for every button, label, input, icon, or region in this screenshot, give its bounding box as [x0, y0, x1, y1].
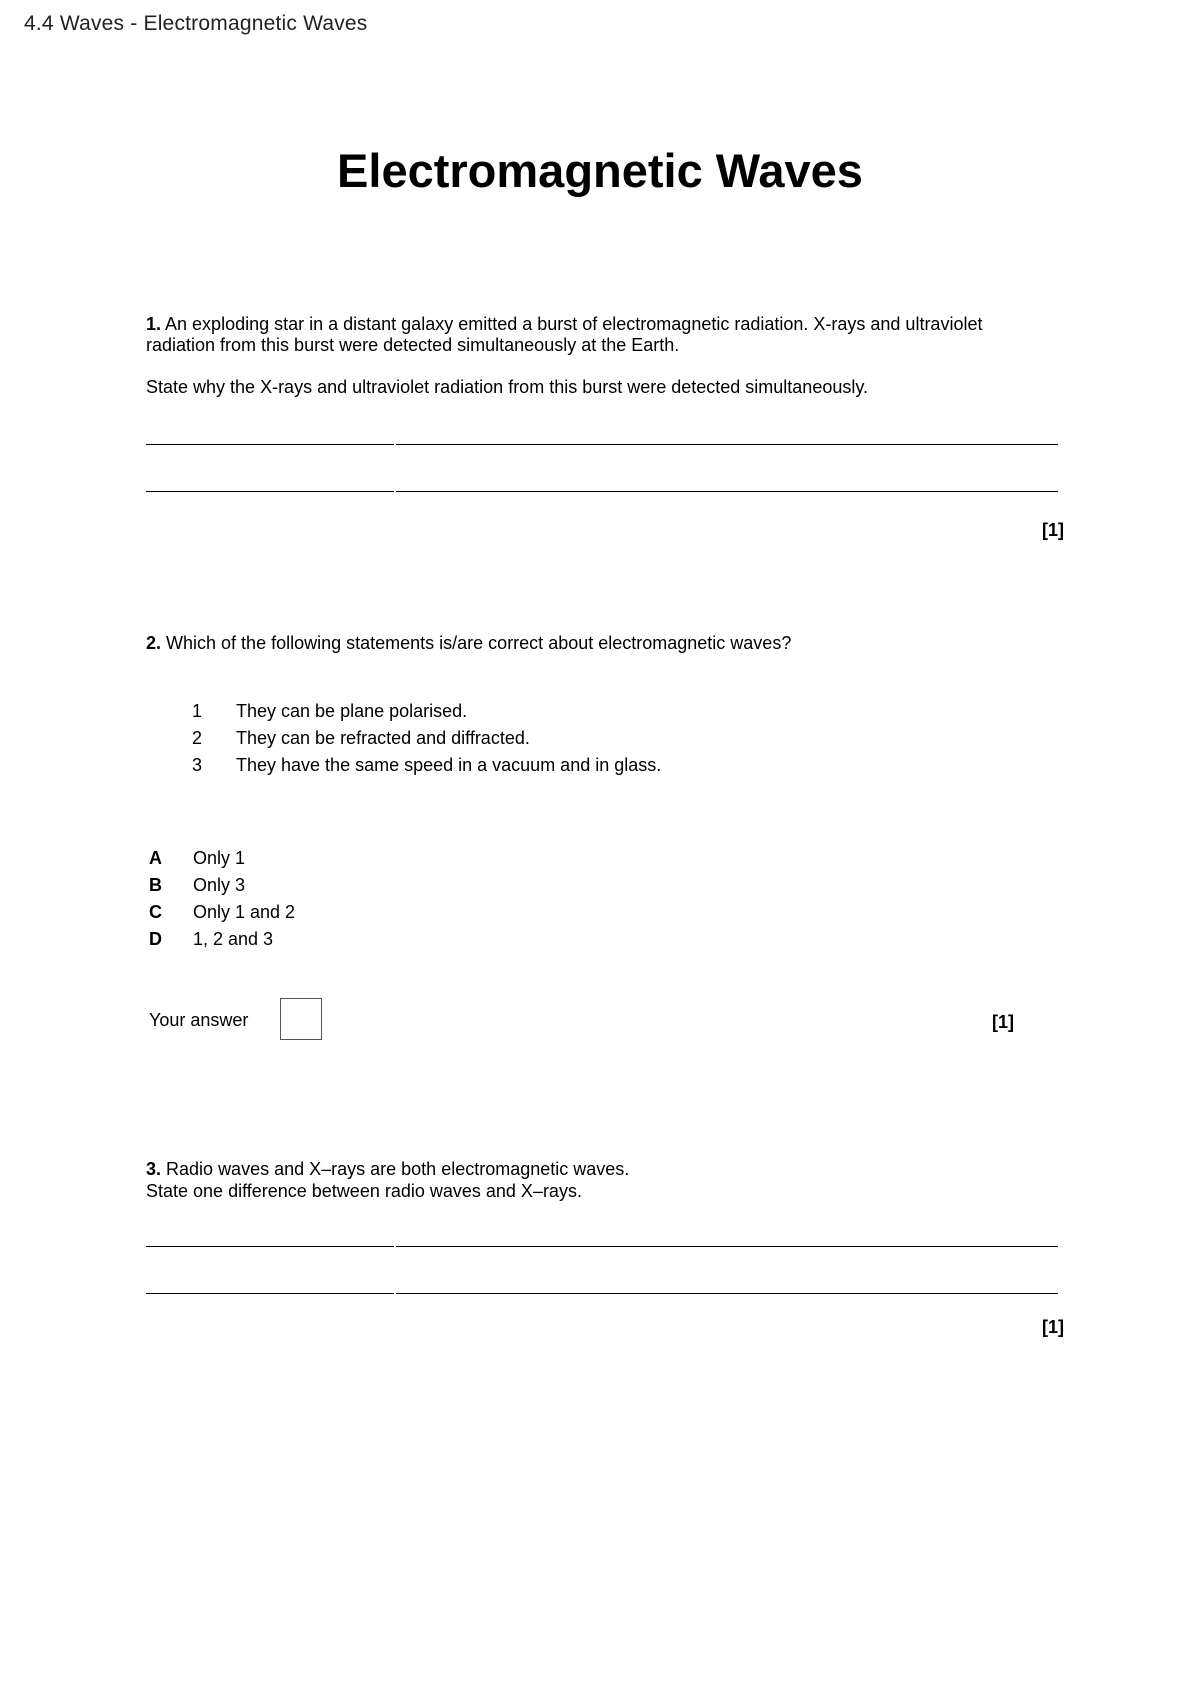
- question-2-marks: [1]: [992, 1012, 1014, 1032]
- option-letter: D: [149, 929, 162, 949]
- page-title: Electromagnetic Waves: [337, 144, 863, 197]
- question-1-prompt: State why the X-rays and ultraviolet radiation from this burst were detected simultaneously.: [146, 377, 869, 397]
- statement-text: They can be plane polarised.: [236, 701, 468, 721]
- question-3-line-2: State one difference between radio waves and X–rays.: [146, 1181, 582, 1201]
- statement-number: 3: [192, 755, 203, 775]
- page-header: 4.4 Waves - Electromagnetic Waves: [24, 12, 368, 35]
- option-letter: C: [149, 902, 162, 922]
- question-3-number: 3.: [146, 1159, 162, 1179]
- question-2-number: 2.: [146, 633, 162, 653]
- statement-item: [192, 728, 530, 755]
- answer-box[interactable]: [280, 998, 322, 1040]
- question-1-marks: [1]: [1042, 520, 1064, 540]
- statement-text: They can be refracted and diffracted.: [236, 728, 530, 748]
- question-3-text: [146, 1159, 1056, 1180]
- option-text: Only 1 and 2: [193, 902, 296, 922]
- option-text: Only 1: [193, 848, 246, 868]
- option-c[interactable]: [149, 902, 295, 929]
- question-1-number: 1.: [146, 314, 162, 334]
- your-answer-label: Your answer: [149, 1010, 249, 1030]
- option-letter: B: [149, 875, 162, 895]
- question-3-marks: [1]: [1042, 1317, 1064, 1337]
- option-d[interactable]: [149, 929, 273, 956]
- question-1-text: [146, 314, 1056, 356]
- question-3-answer-line-1[interactable]: [146, 1246, 1058, 1247]
- question-1-answer-line-2[interactable]: [146, 491, 1058, 492]
- statement-text: They have the same speed in a vacuum and in glass.: [236, 755, 662, 775]
- question-1-body: An exploding star in a distant galaxy emitted a burst of electromagnetic radiation. X-rays and ultraviolet radiation from this burst were detected simultaneously at the Earth.: [146, 314, 983, 355]
- statement-number: 2: [192, 728, 203, 748]
- question-2-text: [146, 633, 1056, 654]
- option-text: 1, 2 and 3: [193, 929, 274, 949]
- option-b[interactable]: [149, 875, 245, 902]
- question-2-body: Which of the following statements is/are correct about electromagnetic waves?: [166, 633, 792, 653]
- option-a[interactable]: [149, 848, 245, 875]
- statement-item: [192, 701, 467, 728]
- statement-item: [192, 755, 661, 782]
- option-letter: A: [149, 848, 162, 868]
- question-3-answer-line-2[interactable]: [146, 1293, 1058, 1294]
- question-3-line-1: Radio waves and X–rays are both electromagnetic waves.: [166, 1159, 630, 1179]
- question-1-answer-line-1[interactable]: [146, 444, 1058, 445]
- option-text: Only 3: [193, 875, 246, 895]
- statement-number: 1: [192, 701, 203, 721]
